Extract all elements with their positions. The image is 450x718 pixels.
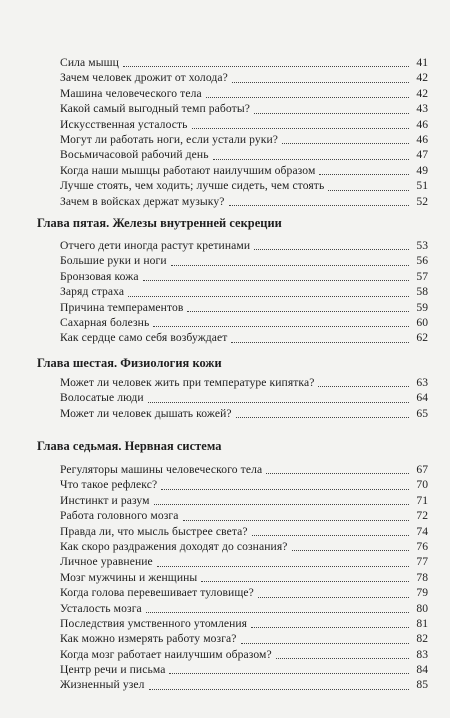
toc-entry-page: 56: [416, 254, 428, 268]
toc-entry-title: Может ли человек дышать кожей?: [60, 406, 232, 420]
toc-entry-page: 52: [416, 194, 428, 208]
toc-entry-page: 47: [416, 148, 428, 162]
dot-leader: [187, 310, 409, 312]
toc-entry-page: 81: [416, 616, 428, 630]
toc-entry-page: 46: [416, 132, 428, 146]
toc-entry-title: Правда ли, что мысль быстрее света?: [60, 524, 248, 538]
toc-entry-title: Какой самый выгодный темп работы?: [60, 102, 250, 116]
toc-entry: [60, 132, 428, 147]
dot-leader: [183, 519, 409, 521]
toc-entry-page: 77: [416, 555, 428, 569]
toc-entry-page: 63: [416, 376, 428, 389]
toc-entry-title: Как сердце само себя возбуждает: [60, 331, 228, 345]
toc-entry-page: 59: [416, 300, 428, 314]
dot-leader: [146, 611, 409, 613]
toc-entry-title: Восьмичасовой рабочий день: [60, 148, 209, 162]
dot-leader: [276, 657, 409, 659]
toc-entry: [60, 269, 428, 284]
toc-entry-title: Регуляторы машины человеческого тела: [60, 463, 263, 476]
toc-entry-page: 74: [416, 524, 428, 538]
toc-entry: [60, 238, 428, 253]
toc-entry: [60, 194, 428, 209]
toc-entry: [60, 315, 428, 330]
toc-entry-page: 62: [416, 331, 428, 345]
toc-entry-page: 42: [416, 86, 428, 100]
toc-entry: [60, 406, 428, 421]
toc-entry-page: 64: [416, 391, 428, 405]
toc-entry-title: Машина человеческого тела: [60, 86, 202, 100]
toc-entry: [60, 601, 428, 616]
toc-entry-page: 58: [416, 285, 428, 299]
toc-entry-title: Может ли человек жить при температуре кипятка?: [60, 376, 315, 389]
toc-section-chapter-5: [0, 238, 450, 346]
dot-leader: [236, 416, 409, 418]
toc-entry-title: Как можно измерять работу мозга?: [60, 632, 237, 646]
dot-leader: [153, 325, 409, 327]
toc-entry: [60, 55, 428, 70]
toc-entry-title: Причина темпераментов: [60, 300, 184, 314]
toc-entry-page: 42: [416, 71, 428, 85]
dot-leader: [154, 503, 409, 505]
toc-entry-page: 53: [416, 239, 428, 252]
toc-entry-page: 67: [416, 463, 428, 476]
toc-entry: [60, 86, 428, 101]
dot-leader: [318, 385, 409, 387]
toc-entry-title: Последствия умственного утомления: [60, 616, 248, 630]
toc-entry: [60, 585, 428, 600]
dot-leader: [128, 295, 409, 297]
toc-entry-page: 83: [416, 647, 428, 661]
toc-entry: [60, 554, 428, 569]
toc-section-continued: [0, 55, 450, 209]
dot-leader: [266, 472, 409, 474]
toc-entry: [60, 508, 428, 523]
dot-leader: [143, 279, 409, 281]
toc-entry: [60, 677, 428, 692]
toc-entry-title: Мозг мужчины и женщины: [60, 570, 198, 584]
dot-leader: [149, 688, 409, 690]
toc-entry: [60, 616, 428, 631]
toc-entry-title: Инстинкт и разум: [60, 493, 150, 507]
toc-entry-title: Когда наши мышцы работают наилучшим образом: [60, 163, 316, 177]
dot-leader: [254, 112, 409, 114]
dot-leader: [201, 580, 409, 582]
toc-entry-page: 41: [416, 56, 428, 69]
dot-leader: [157, 565, 409, 567]
dot-leader: [328, 189, 409, 191]
toc-entry-page: 43: [416, 102, 428, 116]
chapter-heading: Глава шестая. Физиология кожи: [37, 356, 222, 370]
toc-section-chapter-7: [0, 462, 450, 693]
toc-entry-title: Работа головного мозга: [60, 509, 179, 523]
toc-entry-title: Бронзовая кожа: [60, 269, 139, 283]
dot-leader: [241, 642, 409, 644]
toc-entry: [60, 253, 428, 268]
toc-entry: [60, 631, 428, 646]
toc-entry: [60, 300, 428, 315]
toc-entry-page: 70: [416, 478, 428, 492]
chapter-heading: Глава седьмая. Нервная система: [37, 439, 222, 453]
toc-entry-title: Когда мозг работает наилучшим образом?: [60, 647, 272, 661]
toc-entry-page: 51: [416, 179, 428, 193]
dot-leader: [229, 204, 410, 206]
toc-entry-page: 79: [416, 586, 428, 600]
toc-entry-page: 46: [416, 117, 428, 131]
toc-entry: [60, 477, 428, 492]
toc-entry-title: Сахарная болезнь: [60, 315, 150, 329]
toc-entry-title: Когда голова перевешивает туловище?: [60, 586, 254, 600]
toc-entry-title: Усталость мозга: [60, 601, 142, 615]
chapter-heading: Глава пятая. Железы внутренней секреции: [37, 216, 282, 230]
dot-leader: [169, 672, 409, 674]
toc-entry: [60, 375, 428, 390]
toc-entry-title: Искусственная усталость: [60, 117, 188, 131]
toc-entry: [60, 330, 428, 345]
toc-entry: [60, 539, 428, 554]
dot-leader: [148, 401, 409, 403]
dot-leader: [206, 96, 409, 98]
toc-entry-title: Что такое рефлекс?: [60, 478, 158, 492]
toc-entry: [60, 570, 428, 585]
dot-leader: [171, 264, 409, 266]
toc-entry: [60, 524, 428, 539]
toc-entry-title: Волосатые люди: [60, 391, 144, 405]
toc-entry-page: 82: [416, 632, 428, 646]
toc-entry-title: Жизненный узел: [60, 678, 145, 692]
dot-leader: [232, 81, 409, 83]
toc-entry: [60, 178, 428, 193]
toc-entry-title: Большие руки и ноги: [60, 254, 167, 268]
toc-entry: [60, 70, 428, 85]
toc-entry-page: 71: [416, 493, 428, 507]
dot-leader: [161, 488, 409, 490]
toc-entry-title: Зачем человек дрожит от холода?: [60, 71, 228, 85]
toc-entry: [60, 493, 428, 508]
toc-entry-page: 84: [416, 663, 428, 677]
toc-entry: [60, 101, 428, 116]
toc-entry-page: 72: [416, 509, 428, 523]
toc-entry-page: 65: [416, 406, 428, 420]
dot-leader: [258, 596, 409, 598]
toc-entry: [60, 662, 428, 677]
toc-entry: [60, 163, 428, 178]
dot-leader: [251, 626, 409, 628]
toc-entry: [60, 117, 428, 132]
toc-entry-title: Зачем в войсках держат музыку?: [60, 194, 225, 208]
toc-entry-page: 78: [416, 570, 428, 584]
toc-entry-title: Отчего дети иногда растут кретинами: [60, 239, 251, 252]
toc-entry-page: 85: [416, 678, 428, 692]
dot-leader: [292, 549, 409, 551]
toc-section-chapter-6: [0, 375, 450, 421]
toc-entry-page: 80: [416, 601, 428, 615]
dot-leader: [123, 65, 409, 67]
toc-entry-page: 57: [416, 269, 428, 283]
dot-leader: [231, 341, 409, 343]
toc-entry-page: 60: [416, 315, 428, 329]
toc-entry-title: Центр речи и письма: [60, 663, 166, 677]
toc-entry-page: 49: [416, 163, 428, 177]
toc-entry-title: Лучше стоять, чем ходить; лучше сидеть, чем стоять: [60, 179, 325, 193]
toc-entry-title: Сила мышц: [60, 56, 119, 69]
toc-entry-title: Как скоро раздражения доходят до сознания?: [60, 539, 288, 553]
toc-entry-title: Могут ли работать ноги, если устали руки?: [60, 132, 279, 146]
toc-entry: [60, 647, 428, 662]
toc-entry: [60, 147, 428, 162]
toc-entry-title: Заряд страха: [60, 285, 125, 299]
toc-entry-page: 76: [416, 539, 428, 553]
toc-entry: [60, 390, 428, 405]
toc-entry: [60, 284, 428, 299]
toc-entry-title: Личное уравнение: [60, 555, 153, 569]
toc-entry: [60, 462, 428, 477]
dot-leader: [192, 127, 409, 129]
dot-leader: [213, 158, 409, 160]
dot-leader: [319, 173, 409, 175]
dot-leader: [254, 248, 409, 250]
dot-leader: [252, 534, 409, 536]
dot-leader: [282, 142, 409, 144]
